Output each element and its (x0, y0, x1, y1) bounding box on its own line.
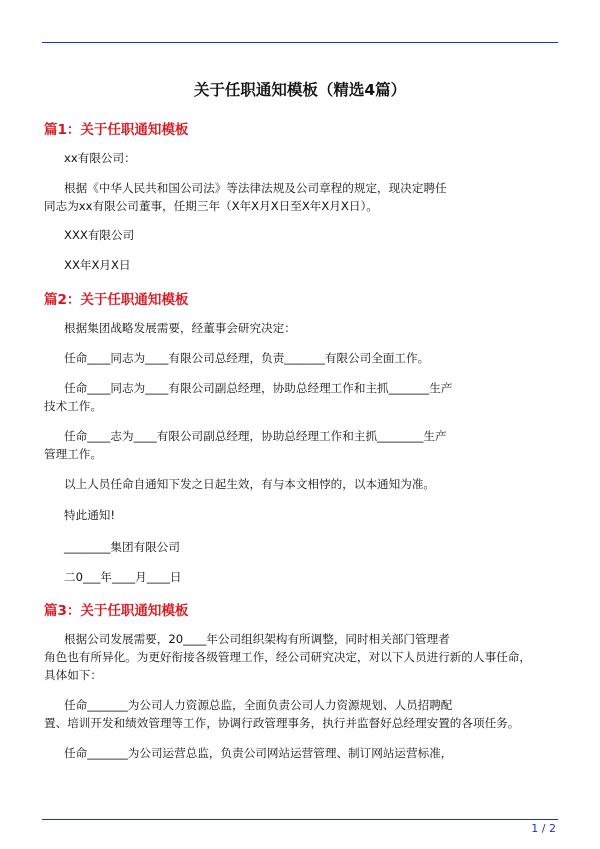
paragraph: 任命____同志为____有限公司副总经理，协助总经理工作和主抓_______生产 (64, 381, 453, 395)
paragraph: 任命_______为公司人力资源总监，全面负责公司人力资源规划、人员招聘配 (64, 698, 453, 712)
paragraph-continuation: 管理工作。 (44, 447, 102, 461)
paragraph: ________集团有限公司 (64, 540, 180, 554)
paragraph: 特此通知! (64, 508, 116, 522)
paragraph: 二0___年____月____日 (64, 570, 182, 584)
page-indicator: 1 / 2 (531, 822, 556, 835)
section-heading: 篇3：关于任职通知模板 (44, 603, 189, 619)
paragraph: XX年X月X日 (64, 258, 131, 272)
page-title: 关于任职通知模板（精选4篇） (193, 81, 407, 99)
paragraph: 任命_______为公司运营总监，负责公司网站运营管理、制订网站运营标准， (64, 746, 453, 760)
paragraph: 根据集团战略发展需要，经董事会研究决定： (64, 321, 296, 335)
paragraph: 任命____同志为____有限公司总经理，负责_______有限公司全面工作。 (64, 351, 430, 365)
paragraph: XXX有限公司 (64, 228, 135, 242)
paragraph: 任命____志为____有限公司副总经理，协助总经理工作和主抓________生产 (64, 429, 447, 443)
paragraph-continuation: 具体如下： (44, 668, 102, 682)
paragraph: 根据《中华人民共和国公司法》等法律法规及公司章程的规定，现决定聘任 (64, 181, 447, 195)
paragraph: 根据公司发展需要，20____年公司组织架构有所调整，同时相关部门管理者 (64, 632, 450, 646)
section-heading: 篇1：关于任职通知模板 (44, 122, 189, 138)
paragraph: xx有限公司： (64, 151, 136, 165)
section-heading: 篇2：关于任职通知模板 (44, 292, 189, 308)
paragraph: 以上人员任命自通知下发之日起生效，有与本文相悖的，以本通知为准。 (64, 477, 436, 491)
paragraph-continuation: 置、培训开发和绩效管理等工作，协调行政管理事务，执行并监督好总经理安置的各项任务。 (44, 716, 520, 730)
paragraph-continuation: 技术工作。 (44, 399, 102, 413)
header-rule (42, 42, 558, 43)
footer-rule (42, 819, 558, 820)
paragraph-continuation: 同志为xx有限公司董事，任期三年（X年X月X日至X年X月X日）。 (44, 199, 378, 213)
paragraph-continuation: 角色也有所异化。为更好衔接各级管理工作，经公司研究决定，对以下人员进行新的人事任命， (44, 650, 531, 664)
